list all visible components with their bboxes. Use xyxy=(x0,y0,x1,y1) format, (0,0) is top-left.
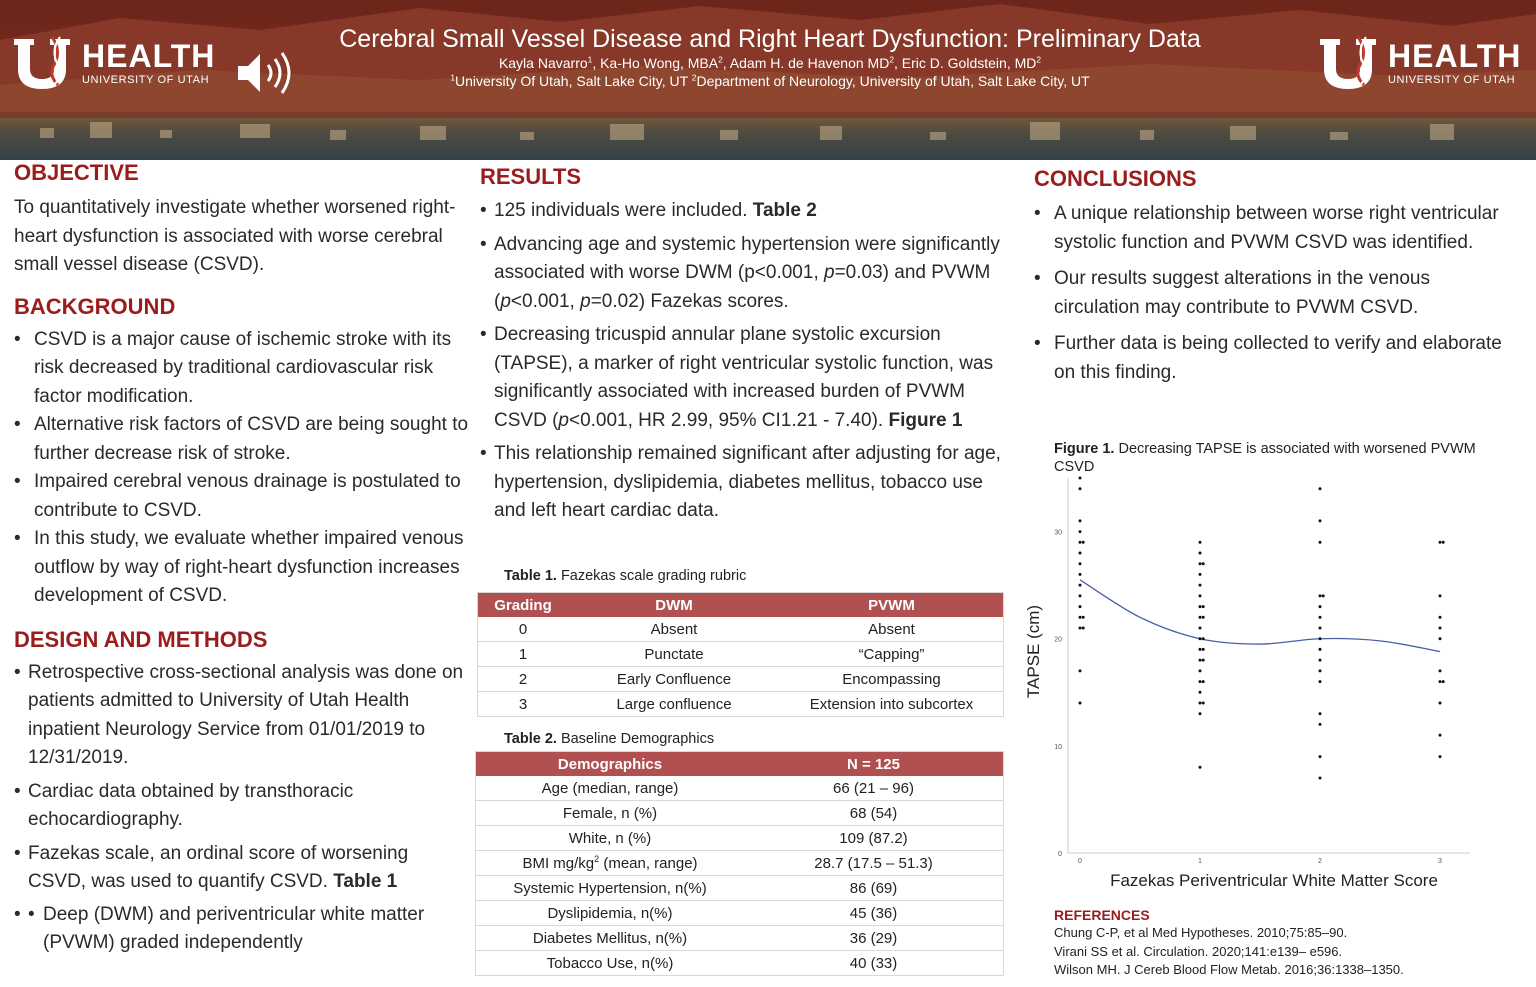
data-point xyxy=(1202,659,1205,662)
data-point xyxy=(1079,552,1082,555)
data-point xyxy=(1199,659,1202,662)
list-item: • Our results suggest alterations in the venous circulation may contribute to PVWM CSVD. xyxy=(1034,265,1514,322)
list-item: • Decreasing tricuspid annular plane systolic excursion (TAPSE), a marker of right ventricular systolic function, was significantly associated with increased burden of PVWM CSVD (p<0.001, HR 2.99, 95% CI1.21 - 7.40). Figure 1 xyxy=(480,321,1002,435)
data-point xyxy=(1442,541,1445,544)
data-point xyxy=(1439,616,1442,619)
data-point xyxy=(1079,573,1082,576)
data-point xyxy=(1199,766,1202,769)
data-point xyxy=(1319,594,1322,597)
speaker-audio-icon[interactable] xyxy=(236,50,292,96)
data-point xyxy=(1199,680,1202,683)
data-point xyxy=(1319,627,1322,630)
data-point xyxy=(1079,477,1082,480)
reference-item: Wilson MH. J Cereb Blood Flow Metab. 2016;36:1338–1350. xyxy=(1054,962,1404,977)
data-point xyxy=(1199,552,1202,555)
table-header-cell: Grading xyxy=(478,593,569,618)
data-point xyxy=(1079,605,1082,608)
data-point xyxy=(1439,594,1442,597)
data-point xyxy=(1082,541,1085,544)
y-axis-label: TAPSE (cm) xyxy=(1024,604,1043,699)
data-point xyxy=(1199,702,1202,705)
data-point xyxy=(1079,669,1082,672)
objective-heading: OBJECTIVE xyxy=(14,160,139,185)
data-point xyxy=(1439,702,1442,705)
data-point xyxy=(1202,616,1205,619)
table-row: Dyslipidemia, n(%) 45 (36) xyxy=(476,901,1004,926)
data-point xyxy=(1202,637,1205,640)
conclusions-list xyxy=(1034,200,1514,387)
list-item: • Advancing age and systemic hypertension were significantly associated with worse DWM (p<0.001, p=0.03) and PVWM (p<0.001, p=0.02) Fazekas scores. xyxy=(480,231,1002,317)
data-point xyxy=(1202,605,1205,608)
table-row: 0 Absent Absent xyxy=(478,617,1004,642)
table-row: Systemic Hypertension, n(%) 86 (69) xyxy=(476,876,1004,901)
table-header-cell: PVWM xyxy=(780,593,1004,618)
data-point xyxy=(1079,702,1082,705)
data-point xyxy=(1079,541,1082,544)
data-point xyxy=(1439,627,1442,630)
results-heading: RESULTS xyxy=(480,164,582,189)
data-point xyxy=(1199,669,1202,672)
table-row: BMI $mg/kg^2$ (mean, range) 28.7 (17.5 – 51.3) xyxy=(476,851,1004,876)
author-list: Kayla Navarro$^1$, Ka-Ho Wong, MBA$^2$, Adam H. de Havenon $MD^2$, Eric D. Goldstein, $MD^2$ xyxy=(498,54,1042,71)
table2-caption: Table 2. Baseline Demographics xyxy=(504,731,715,747)
list-item: • Further data is being collected to verify and elaborate on this finding. xyxy=(1034,330,1514,387)
data-point xyxy=(1202,648,1205,651)
data-point xyxy=(1439,637,1442,640)
block-u-logo-icon xyxy=(12,35,74,91)
objective-text: To quantitatively investigate whether worsened right-heart dysfunction is associated with worse cerebral small vessel disease (CSVD). xyxy=(14,197,456,275)
author: Kayla Navarro xyxy=(498,55,588,71)
data-point xyxy=(1079,530,1082,533)
data-point xyxy=(1319,519,1322,522)
data-point xyxy=(1079,562,1082,565)
data-point xyxy=(1319,755,1322,758)
list-item: • In this study, we evaluate whether impaired venous outflow by way of right-heart dysfunction increases development of CSVD. xyxy=(14,525,470,611)
logo-subtext: UNIVERSITY OF UTAH xyxy=(82,74,210,86)
list-item: • CSVD is a major cause of ischemic stroke with its risk decreased by traditional cardiovascular risk factor modification. xyxy=(14,326,470,412)
data-point xyxy=(1199,541,1202,544)
logo-wordmark: HEALTH xyxy=(1388,38,1522,74)
data-point xyxy=(1319,669,1322,672)
poster-title: Cerebral Small Vessel Disease and Right Heart Dysfunction: Preliminary Data xyxy=(339,25,1201,53)
x-tick-label: 3 xyxy=(1438,858,1442,865)
data-point xyxy=(1199,573,1202,576)
data-point xyxy=(1439,669,1442,672)
fazekas-table xyxy=(477,592,1004,717)
data-point xyxy=(1199,691,1202,694)
data-point xyxy=(1319,712,1322,715)
data-point xyxy=(1319,648,1322,651)
references-heading: REFERENCES xyxy=(1054,907,1150,923)
y-tick-label: 0 xyxy=(1058,851,1062,858)
x-tick-label: 2 xyxy=(1318,858,1322,865)
methods-heading: DESIGN AND METHODS xyxy=(14,626,268,652)
data-point xyxy=(1079,487,1082,490)
header-banner xyxy=(0,0,1536,160)
data-point xyxy=(1199,616,1202,619)
background-heading: BACKGROUND xyxy=(14,293,176,319)
logo-subtext: UNIVERSITY OF UTAH xyxy=(1388,74,1516,86)
author: Eric D. Goldstein, MD xyxy=(901,55,1037,71)
left-column xyxy=(14,160,470,958)
table-header-cell: Demographics xyxy=(476,752,745,777)
right-column xyxy=(1034,160,1514,387)
reference-item: Chung C-P, et al Med Hypotheses. 2010;75:85–90. xyxy=(1054,925,1348,940)
data-point xyxy=(1079,616,1082,619)
poster-title-block xyxy=(300,24,1240,90)
university-health-logo-left xyxy=(12,34,215,92)
block-u-logo-icon xyxy=(1318,35,1380,91)
table-header-cell: DWM xyxy=(568,593,780,618)
list-item: • A unique relationship between worse right ventricular systolic function and PVWM CSVD was identified. xyxy=(1034,200,1514,257)
x-axis-label: Fazekas Periventricular White Matter Score xyxy=(1110,871,1438,890)
sub-list-item: • • Deep (DWM) and periventricular white matter (PVWM) graded independently xyxy=(14,901,470,958)
table-row: Female, n (%) 68 (54) xyxy=(476,801,1004,826)
data-point xyxy=(1199,594,1202,597)
x-tick-label: 0 xyxy=(1078,858,1082,865)
data-point xyxy=(1199,562,1202,565)
data-point xyxy=(1439,541,1442,544)
data-point xyxy=(1319,723,1322,726)
data-point xyxy=(1319,605,1322,608)
list-item: • Impaired cerebral venous drainage is postulated to contribute to CSVD. xyxy=(14,468,470,525)
references-section xyxy=(1054,906,1514,980)
y-tick-label: 30 xyxy=(1054,529,1062,537)
data-point xyxy=(1199,627,1202,630)
table1-caption: Table 1. Fazekas scale grading rubric xyxy=(504,568,747,584)
data-point xyxy=(1199,648,1202,651)
data-point xyxy=(1079,627,1082,630)
list-item: • 125 individuals were included. Table 2 xyxy=(480,197,1002,226)
data-point xyxy=(1319,487,1322,490)
background-list xyxy=(14,326,470,611)
list-item: • Retrospective cross-sectional analysis was done on patients admitted to University of Utah Health inpatient Neurology Service from 01/01/2019 to 12/31/2019. xyxy=(14,659,470,773)
table-row: 2 Early Confluence Encompassing xyxy=(478,667,1004,692)
affiliations: $^1$University Of Utah, Salt Lake City, UT $^2$Department of Neurology, University of Utah, Salt Lake City, UT xyxy=(450,72,1090,89)
data-point xyxy=(1319,616,1322,619)
demographics-table xyxy=(475,751,1004,976)
methods-list xyxy=(14,659,470,958)
table-row: Tobacco Use, n(%) 40 (33) xyxy=(476,951,1004,976)
list-item: • Alternative risk factors of CSVD are being sought to further decrease risk of stroke. xyxy=(14,411,470,468)
list-item: • Fazekas scale, an ordinal score of worsening CSVD, was used to quantify CSVD. Table 1 xyxy=(14,840,470,897)
data-point xyxy=(1319,637,1322,640)
data-point xyxy=(1082,627,1085,630)
x-tick-label: 1 xyxy=(1198,858,1202,865)
figure1-caption: Figure 1. Decreasing TAPSE is associated with worsened PVWM CSVD xyxy=(1054,441,1476,475)
data-point xyxy=(1079,594,1082,597)
list-item: • This relationship remained significant after adjusting for age, hypertension, dyslipidemia, diabetes mellitus, tobacco use and left heart cardiac data. xyxy=(480,440,1002,526)
conclusions-heading: CONCLUSIONS xyxy=(1034,166,1197,191)
data-point xyxy=(1319,680,1322,683)
tapse-scatter-chart xyxy=(1018,470,1488,896)
university-health-logo-right xyxy=(1318,34,1521,92)
author: Ka-Ho Wong, MBA xyxy=(600,55,719,71)
data-point xyxy=(1079,584,1082,587)
data-point xyxy=(1319,541,1322,544)
data-point xyxy=(1199,712,1202,715)
table-header-row xyxy=(476,752,1004,777)
results-list xyxy=(480,197,1002,526)
data-point xyxy=(1319,659,1322,662)
table-header-cell: N = 125 xyxy=(744,752,1004,777)
data-point xyxy=(1199,605,1202,608)
author: Adam H. de Havenon MD xyxy=(729,55,890,71)
data-point xyxy=(1082,616,1085,619)
data-point xyxy=(1202,702,1205,705)
trend-line xyxy=(1080,580,1440,652)
data-point xyxy=(1202,562,1205,565)
y-tick-label: 10 xyxy=(1054,743,1062,751)
y-tick-label: 20 xyxy=(1054,636,1062,644)
data-point xyxy=(1199,637,1202,640)
data-point xyxy=(1319,777,1322,780)
logo-wordmark: HEALTH xyxy=(82,38,216,74)
data-point xyxy=(1202,680,1205,683)
data-point xyxy=(1439,680,1442,683)
data-point xyxy=(1442,680,1445,683)
table-row: White, n (%) 109 (87.2) xyxy=(476,826,1004,851)
data-point xyxy=(1079,519,1082,522)
data-point xyxy=(1199,584,1202,587)
table-row: 3 Large confluence Extension into subcortex xyxy=(478,692,1004,717)
middle-column xyxy=(480,160,1006,526)
data-point xyxy=(1439,755,1442,758)
data-point xyxy=(1322,594,1325,597)
table-row: Age (median, range) 66 (21 – 96) xyxy=(476,776,1004,801)
table-header-row xyxy=(478,593,1004,618)
list-item: • Cardiac data obtained by transthoracic echocardiography. xyxy=(14,778,470,835)
reference-item: Virani SS et al. Circulation. 2020;141:e139– e596. xyxy=(1054,943,1343,959)
data-point xyxy=(1439,734,1442,737)
table-row: Diabetes Mellitus, n(%) 36 (29) xyxy=(476,926,1004,951)
table-row: 1 Punctate “Capping” xyxy=(478,642,1004,667)
